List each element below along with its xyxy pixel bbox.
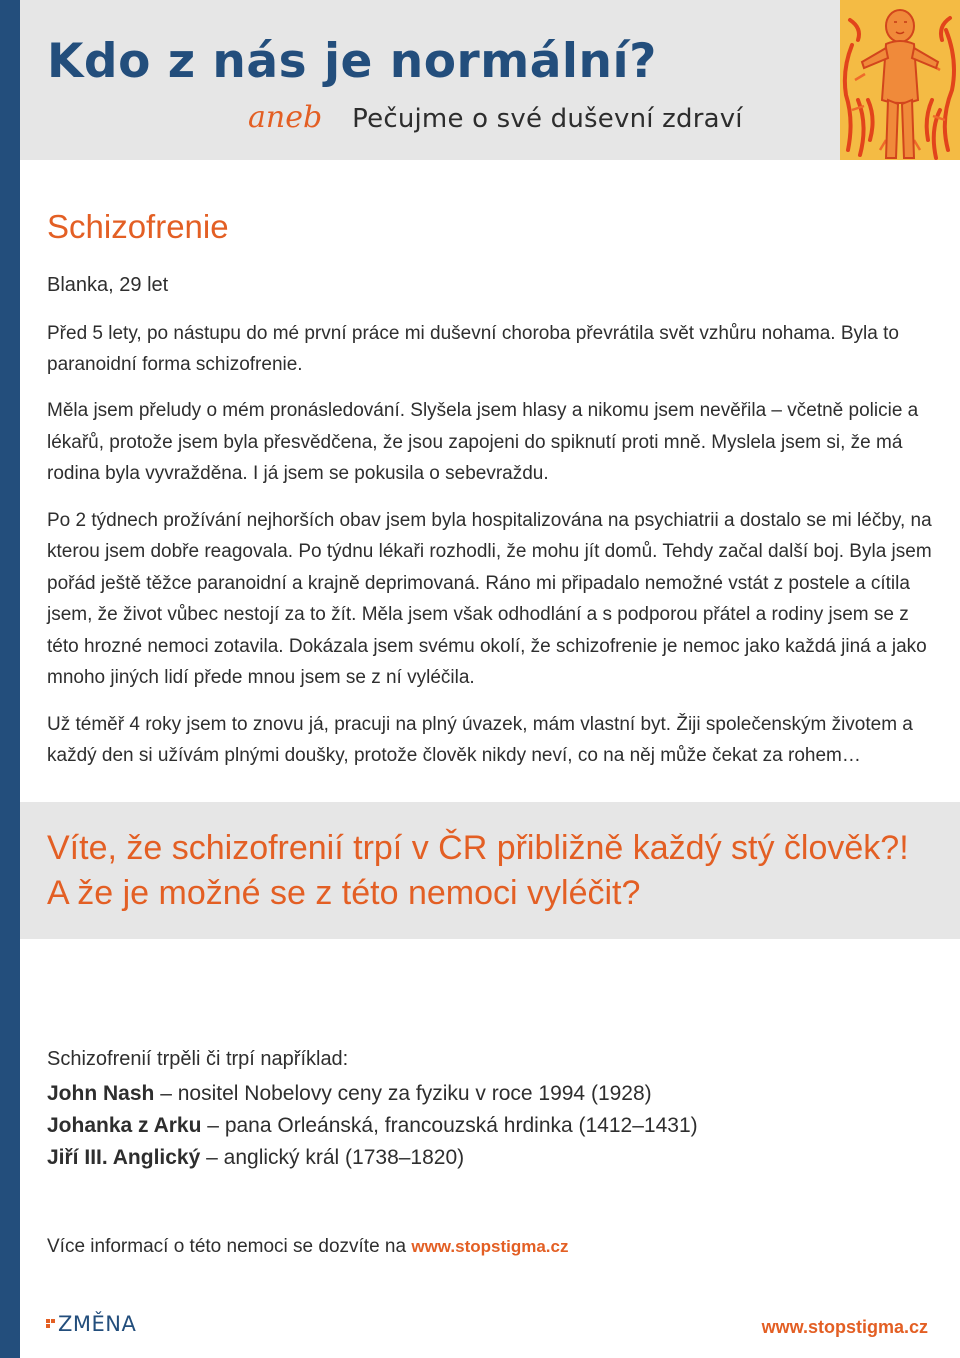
famous-person-name: Johanka z Arku: [47, 1114, 202, 1137]
dash-separator: –: [207, 1114, 219, 1137]
fact-line-1: Víte, že schizofrenií trpí v ČR přibližně každý stý člověk?!: [47, 829, 909, 867]
dash-separator: –: [206, 1146, 218, 1169]
artwork-illustration-icon: [840, 0, 960, 160]
stopstigma-link[interactable]: www.stopstigma.cz: [411, 1237, 569, 1256]
section-title: Schizofrenie: [47, 208, 229, 245]
story-paragraph: Už téměř 4 roky jsem to znovu já, pracuji na plný úvazek, mám vlastní byt. Žiji společenským životem a každý den si užívám plnými doušky, protože člověk nikdy neví, co na něj může čekat za rohem…: [47, 713, 913, 766]
story-author: Blanka, 29 let: [47, 274, 169, 296]
subtitle-aneb: aneb: [248, 100, 323, 135]
famous-person-desc: anglický král (1738–1820): [223, 1146, 465, 1169]
subtitle-text: Pečujme o své duševní zdraví: [352, 104, 743, 134]
more-info-text: Více informací o této nemoci se dozvíte na: [47, 1236, 407, 1257]
famous-person-desc: pana Orleánská, francouzská hrdinka (1412–1431): [224, 1114, 698, 1137]
story-paragraph: Po 2 týdnech prožívání nejhorších obav jsem byla hospitalizována na psychiatrii a dostalo se mi léčby, na kterou jsem dobře reagovala. Po týdnu lékaři rozhodli, že mohu jít domů. Tehdy začal další boj. Byla jsem pořád ještě těžce paranoidní a krajně deprimovaná. Ráno mi připadalo nemožné vstát z postele a cítila jsem, že život vůbec nestojí za to žít. Měla jsem však odhodlání a s podporou přátel a rodiny jsem se z této hrozné nemoci zotavila. Dokázala jsem svému okolí, že schizofrenie je nemoc jako každá jiná a jako mnoho jiných lidí přede mnou jsem se z ní vyléčila.: [47, 509, 932, 688]
zmena-logo: [46, 1312, 136, 1336]
header-artwork-image: [840, 0, 960, 160]
list-item: [47, 1110, 698, 1142]
dash-separator: –: [160, 1082, 172, 1105]
fact-text: [47, 826, 909, 916]
logo-mark-icon: [46, 1314, 56, 1324]
famous-person-desc: nositel Nobelovy ceny za fyziku v roce 1994 (1928): [177, 1082, 652, 1105]
page-title: Kdo z nás je normální?: [47, 34, 657, 89]
famous-people-list: [47, 1045, 698, 1174]
story-paragraph: Měla jsem přeludy o mém pronásledování. Slyšela jsem hlasy a nikomu jsem nevěřila – včetně policie a lékařů, protože jsem byla přesvědčena, že jsou zapojeni do spiknutí proti mně. Myslela jsem si, že má rodina byla vyvražděna. I já jsem se pokusila o sebevraždu.: [47, 400, 919, 484]
more-info: [47, 1236, 568, 1258]
famous-intro: Schizofrenií trpěli či trpí například:: [47, 1048, 349, 1070]
logo-text: ZMĚNA: [58, 1312, 137, 1336]
famous-person-name: John Nash: [47, 1082, 155, 1105]
left-accent-bar: [0, 0, 20, 1358]
subtitle-row: [248, 100, 743, 135]
footer-url-link[interactable]: www.stopstigma.cz: [761, 1317, 928, 1337]
famous-person-name: Jiří III. Anglický: [47, 1146, 201, 1169]
story-text: [47, 318, 937, 787]
list-item: [47, 1142, 698, 1174]
story-paragraph: Před 5 lety, po nástupu do mé první práce mi duševní choroba převrátila svět vzhůru nohama. Byla to paranoidní forma schizofrenie.: [47, 323, 899, 375]
list-item: [47, 1078, 698, 1110]
fact-band: [20, 802, 960, 939]
fact-line-2: A že je možné se z této nemoci vyléčit?: [47, 874, 641, 912]
